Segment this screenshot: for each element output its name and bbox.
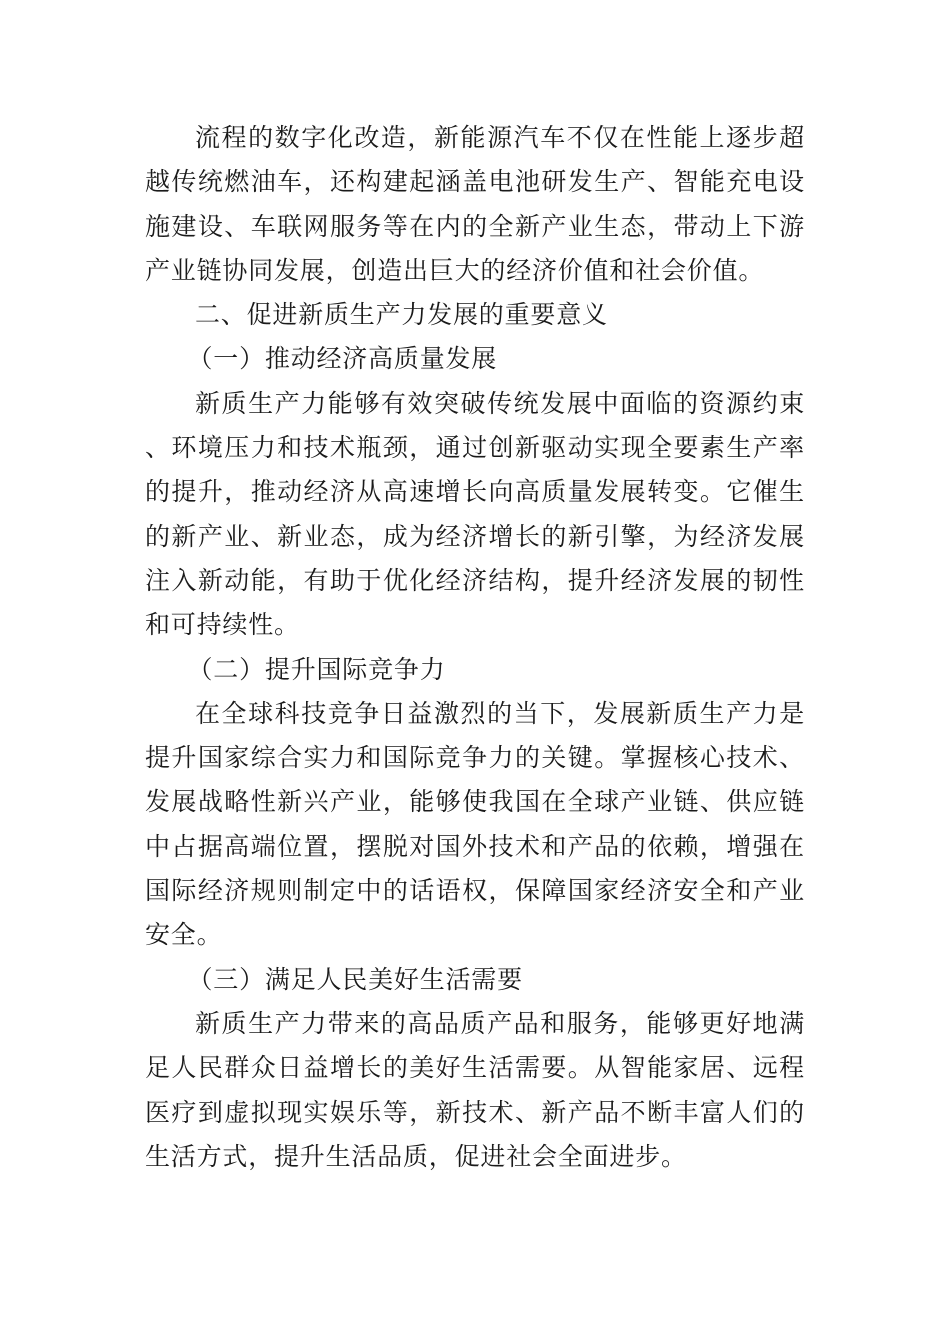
paragraph-digital-transformation: 流程的数字化改造，新能源汽车不仅在性能上逐步超越传统燃油车，还构建起涵盖电池研发生产、智能充电设施建设、车联网服务等在内的全新产业生态，带动上下游产业链协同发展，创造出巨大的经济价值和社会价值。 — [145, 123, 805, 285]
document-body — [145, 116, 805, 1179]
subheading-better-life: （三）满足人民美好生活需要 — [187, 964, 523, 994]
subheading-international-competitiveness: （二）提升国际竞争力 — [187, 654, 446, 684]
paragraph-international-competitiveness: 在全球科技竞争日益激烈的当下，发展新质生产力是提升国家综合实力和国际竞争力的关键。掌握核心技术、发展战略性新兴产业，能够使我国在全球产业链、供应链中占据高端位置，摆脱对国外技术和产品的依赖，增强在国际经济规则制定中的话语权，保障国家经济安全和产业安全。 — [145, 698, 805, 950]
paragraph-high-quality-development: 新质生产力能够有效突破传统发展中面临的资源约束、环境压力和技术瓶颈，通过创新驱动实现全要素生产率的提升，推动经济从高速增长向高质量发展转变。它催生的新产业、新业态，成为经济增长的新引擎，为经济发展注入新动能，有助于优化经济结构，提升经济发展的韧性和可持续性。 — [145, 388, 805, 640]
section-heading-significance: 二、促进新质生产力发展的重要意义 — [195, 300, 608, 330]
subheading-high-quality-development: （一）推动经济高质量发展 — [187, 344, 498, 374]
paragraph-better-life: 新质生产力带来的高品质产品和服务，能够更好地满足人民群众日益增长的美好生活需要。从智能家居、远程医疗到虚拟现实娱乐等，新技术、新产品不断丰富人们的生活方式，提升生活品质，促进社会全面进步。 — [145, 1008, 805, 1171]
